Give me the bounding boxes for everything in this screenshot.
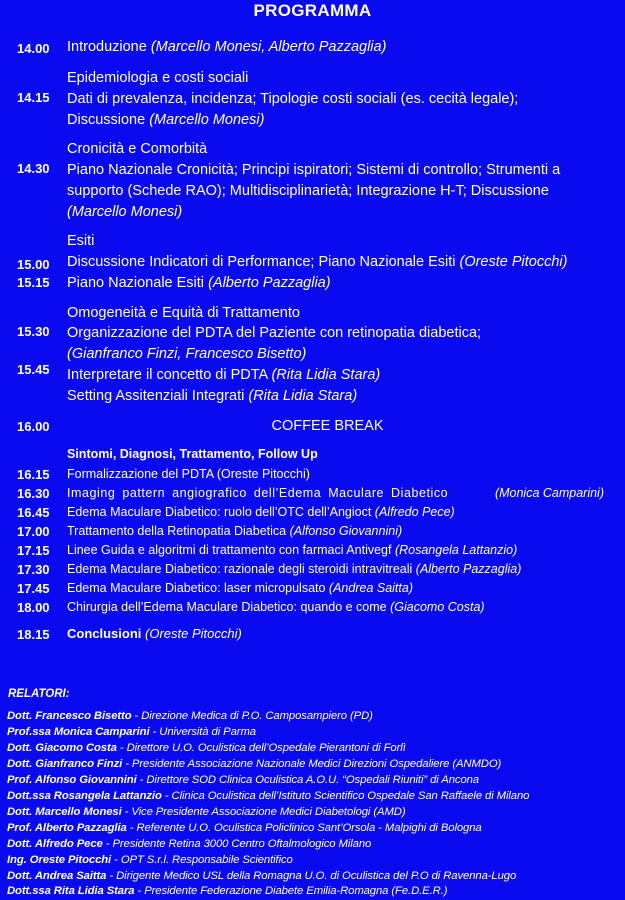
relatore-name: Dott. Francesco Bisetto: [7, 710, 132, 722]
relatore-row: [7, 790, 529, 802]
agenda-item: [67, 505, 455, 519]
session-heading-omogeneita: Omogeneità e Equità di Trattamento: [67, 305, 300, 321]
item-text: Linee Guida e algoritmi di trattamento con farmaci Antivegf: [67, 543, 395, 557]
relatore-row: [7, 806, 406, 818]
relatore-name: Dott.ssa Rita Lidia Stara: [7, 885, 135, 897]
speakers: (Rita Lidia Stara): [271, 367, 381, 383]
session-line: Organizzazione del PDTA del Paziente con retinopatia diabetica;: [67, 325, 482, 341]
agenda-item: [67, 543, 517, 557]
relatore-role: - Università di Parma: [149, 726, 256, 738]
relatore-row: [7, 822, 482, 834]
speakers: (Monica Camparini): [494, 486, 604, 500]
item-text: Imaging pattern angiografico dell’Edema Maculare Diabetico: [67, 486, 449, 500]
relatore-role: - OPT S.r.l. Responsabile Scientifico: [111, 854, 293, 866]
time-16-45: 16.45: [17, 505, 50, 520]
line-text: Interpretare il concetto di PDTA: [67, 367, 272, 383]
speakers: (Oreste Pitocchi): [459, 254, 568, 270]
session-line: [67, 112, 264, 128]
coffee-break-label: COFFEE BREAK: [271, 418, 384, 434]
relatore-name: Dott. Gianfranco Finzi: [7, 758, 123, 770]
time-17-00: 17.00: [17, 524, 50, 539]
relatore-role: - Presidente Federazione Diabete Emilia-Romagna (Fe.D.E.R.): [134, 885, 448, 897]
relatore-name: Prof.ssa Monica Camparini: [7, 726, 150, 738]
session-heading-cronicita: Cronicità e Comorbità: [67, 141, 208, 157]
speakers: (Giacomo Costa): [390, 600, 485, 614]
relatore-name: Prof. Alfonso Giovannini: [7, 774, 137, 786]
speakers: (Alberto Pazzaglia): [208, 275, 331, 291]
agenda-item: [67, 600, 485, 614]
agenda-item: [67, 581, 413, 595]
agenda-item: [67, 486, 604, 500]
speakers: (Rosangela Lattanzio): [394, 543, 518, 557]
relatore-name: Ing. Oreste Pitocchi: [7, 854, 112, 866]
session-heading-epidemiologia: Epidemiologia e costi sociali: [67, 70, 249, 86]
agenda-item: [67, 467, 310, 481]
time-14-00: 14.00: [17, 41, 50, 56]
agenda-item: [67, 524, 402, 538]
time-14-15: 14.15: [17, 90, 50, 105]
session-introduzione: [67, 39, 386, 55]
time-17-15: 17.15: [17, 543, 50, 558]
relatore-row: [7, 726, 256, 738]
time-15-00: 15.00: [17, 257, 50, 272]
relatore-role: - Vice Presidente Associazione Medici Diabetologi (AMD): [121, 806, 406, 818]
relatore-name: Dott.ssa Rosangela Lattanzio: [7, 790, 162, 802]
session-line: [67, 346, 306, 362]
time-15-15: 15.15: [17, 275, 50, 290]
line-text: Piano Nazionale Esiti: [67, 275, 209, 291]
item-text: Chirurgia dell’Edema Maculare Diabetico: quando e come: [67, 600, 391, 614]
relatore-name: Dott. Giacomo Costa: [7, 742, 117, 754]
relatore-row: [7, 710, 373, 722]
line-text: Discussione Indicatori di Performance; Piano Nazionale Esiti: [67, 254, 460, 270]
speakers: (Rita Lidia Stara): [248, 388, 358, 404]
line-text: Discussione: [67, 112, 150, 128]
speakers: (Marcello Monesi): [67, 204, 183, 220]
session-line: Piano Nazionale Cronicità; Principi ispiratori; Sistemi di controllo; Strumenti a: [67, 162, 561, 178]
line-text: Setting Assitenziali Integrati: [67, 388, 249, 404]
time-16-15: 16.15: [17, 467, 50, 482]
session-line: Dati di prevalenza, incidenza; Tipologie costi sociali (es. cecità legale);: [67, 91, 519, 107]
speakers: (Gianfranco Finzi, Francesco Bisetto): [67, 346, 307, 362]
relatore-row: [7, 742, 406, 754]
relatore-role: - Presidente Retina 3000 Centro Oftalmologico Milano: [102, 838, 372, 850]
relatore-name: Dott. Andrea Saitta: [7, 870, 107, 882]
speakers: (Alfonso Giovannini): [289, 524, 403, 538]
relatore-role: - Referente U.O. Oculistica Policlinico Sant’Orsola - Malpighi di Bologna: [126, 822, 482, 834]
relatore-name: Prof. Alberto Pazzaglia: [7, 822, 127, 834]
agenda-item: [67, 562, 521, 576]
relatore-role: - Direttore SOD Clinica Oculistica A.O.U. “Ospedali Riuniti” di Ancona: [136, 774, 479, 786]
relatori-title: RELATORI:: [8, 688, 70, 700]
speakers: (Alfredo Pece): [374, 505, 455, 519]
item-text: Edema Maculare Diabetico: razionale degli steroidi intravitreali: [67, 562, 416, 576]
relatore-name: Dott. Marcello Monesi: [7, 806, 122, 818]
session-line: supporto (Schede RAO); Multidisciplinarietà; Integrazione H-T; Discussione: [67, 183, 549, 199]
relatore-role: - Direttore U.O. Oculistica dell’Ospedale Pierantoni di Forlì: [116, 742, 406, 754]
relatore-name: Dott. Alfredo Pece: [7, 838, 103, 850]
session-line: [67, 367, 380, 383]
time-15-30: 15.30: [17, 324, 50, 339]
session-line: [67, 275, 331, 291]
relatore-row: [7, 885, 447, 897]
time-18-15: 18.15: [17, 627, 50, 642]
session-heading: Conclusioni: [67, 626, 142, 641]
speakers: (Oreste Pitocchi): [145, 626, 242, 641]
item-text: Formalizzazione del PDTA (Oreste Pitocchi): [67, 467, 310, 481]
item-text: Trattamento della Retinopatia Diabetica: [67, 524, 290, 538]
time-18-00: 18.00: [17, 600, 50, 615]
item-text: Edema Maculare Diabetico: laser micropulsato: [67, 581, 329, 595]
item-text: Edema Maculare Diabetico: ruolo dell’OTC dell’Angioct: [67, 505, 375, 519]
speakers: (Andrea Saitta): [328, 581, 413, 595]
relatore-row: [7, 838, 371, 850]
session-conclusioni: [67, 626, 242, 641]
relatore-row: [7, 870, 516, 882]
session-line: [67, 388, 357, 404]
time-15-45: 15.45: [17, 362, 50, 377]
speakers: (Marcello Monesi, Alberto Pazzaglia): [150, 39, 387, 55]
session-line: [67, 204, 182, 220]
time-17-30: 17.30: [17, 562, 50, 577]
program-title: PROGRAMMA: [253, 1, 372, 20]
relatore-row: [7, 758, 501, 770]
relatore-role: - Clinica Oculistica dell’Istituto Scientifico Ospedale San Raffaele di Milano: [161, 790, 530, 802]
relatore-row: [7, 854, 293, 866]
relatore-row: [7, 774, 479, 786]
relatore-role: - Presidente Associazione Nazionale Medici Direzioni Ospedaliere (ANMDO): [122, 758, 502, 770]
time-17-45: 17.45: [17, 581, 50, 596]
speakers: (Marcello Monesi): [149, 112, 265, 128]
session-heading: Introduzione: [67, 39, 147, 55]
time-14-30: 14.30: [17, 161, 50, 176]
session-heading-esiti: Esiti: [67, 233, 95, 249]
relatore-role: - Dirigente Medico USL della Romagna U.O. di Oculistica del P.O di Ravenna-Lugo: [106, 870, 517, 882]
time-16-30: 16.30: [17, 486, 50, 501]
relatore-role: - Direzione Medica di P.O. Camposampiero (PD): [131, 710, 373, 722]
session-line: [67, 254, 567, 270]
speakers: (Alberto Pazzaglia): [415, 562, 522, 576]
session-heading-sintomi: Sintomi, Diagnosi, Trattamento, Follow Up: [67, 447, 318, 461]
time-16-00: 16.00: [17, 419, 50, 434]
